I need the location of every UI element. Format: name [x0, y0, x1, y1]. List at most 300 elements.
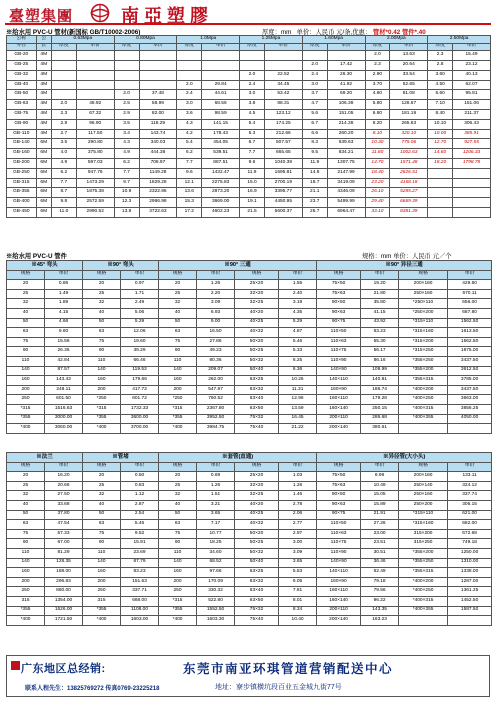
table-cell: 5285.27 — [390, 188, 428, 198]
footer-contact: 联系人程先生：13825769272 传真0769-23225218 — [25, 686, 160, 692]
table-cell: 11.31 — [279, 385, 317, 395]
table-cell: 140 — [7, 558, 45, 568]
fitting-subheader-cell: 单价 — [45, 270, 83, 280]
fitting-subheader-cell: 规格 — [7, 462, 45, 472]
table-cell — [428, 168, 453, 178]
table-cell: 90×63 — [317, 308, 361, 318]
table-cell: 90 — [7, 539, 45, 549]
table-cell: 4.5 — [240, 109, 265, 119]
pipe-header-cell: 2.50Mpa — [428, 36, 491, 44]
table-cell: 9.7 — [114, 178, 139, 188]
table-cell — [114, 80, 139, 90]
table-cell: *400 — [159, 424, 197, 434]
table-row — [7, 100, 491, 110]
table-cell: 16.20 — [45, 472, 83, 482]
table-cell: *315×160 — [399, 328, 448, 338]
table-cell: 3.09 — [197, 299, 235, 309]
table-cell: 6.7 — [240, 139, 265, 149]
table-cell: 0.83 — [121, 481, 159, 491]
table-cell: 62.49 — [361, 568, 399, 578]
fitting-group-header: ※法兰 — [7, 453, 83, 463]
table-cell: 3419.09 — [327, 178, 365, 188]
table-cell: *400×315 — [399, 596, 448, 606]
table-cell: 12.1 — [177, 178, 202, 188]
table-cell: 160 — [83, 568, 121, 578]
table-cell: *315 — [159, 596, 197, 606]
table-cell: 32 — [7, 299, 45, 309]
table-cell: GB-140 — [7, 139, 37, 149]
table-cell: 6.36 — [279, 366, 317, 376]
table-cell: 672.68 — [448, 529, 492, 539]
fitting-subheader-cell: 规格 — [83, 270, 121, 280]
table-cell: 834.21 — [327, 149, 365, 159]
table-cell: 50×32 — [235, 548, 279, 558]
table-cell: 1587.50 — [448, 606, 492, 616]
table-cell: 82.00 — [139, 109, 177, 119]
table-cell: 2.7 — [51, 129, 76, 139]
table-cell: *400×250 — [399, 395, 448, 405]
table-cell: 151.05 — [327, 109, 365, 119]
fitting-group-header: ※90° 弯头 — [83, 261, 159, 271]
table-cell: 21.5 — [240, 207, 265, 217]
table-cell: 32 — [159, 299, 197, 309]
table-cell: 211.37 — [453, 109, 491, 119]
table-cell: 143.35 — [361, 606, 399, 616]
table-cell: 3.0 — [302, 80, 327, 90]
table-cell: 3.6 — [177, 109, 202, 119]
table-cell: 0.69 — [197, 472, 235, 482]
table-cell: 160×140 — [317, 404, 361, 414]
table-row — [7, 207, 491, 217]
table-cell: 3.7 — [302, 90, 327, 100]
table-cell: 50 — [83, 318, 121, 328]
table-row — [7, 500, 492, 510]
table-cell: 41.15 — [361, 308, 399, 318]
table-cell — [453, 188, 491, 198]
table-cell: 250 — [7, 395, 45, 405]
pipe-header-cell: 公称 — [7, 36, 37, 44]
table-cell: 25 — [83, 289, 121, 299]
table-cell: 23.00 — [361, 529, 399, 539]
table-cell: 83.23 — [121, 568, 159, 578]
table-cell — [428, 198, 453, 208]
table-row — [7, 168, 491, 178]
table-cell: 5.4 — [177, 139, 202, 149]
table-cell: 2572.59 — [76, 198, 114, 208]
table-cell: *400×355 — [399, 606, 448, 616]
table-cell: 9.60 — [45, 328, 83, 338]
pipe-header-cell: 公 — [36, 36, 51, 44]
table-cell: 106.38 — [327, 100, 365, 110]
table-cell: 2.4 — [302, 70, 327, 80]
pipe-subheader-cell: 单价 — [76, 43, 114, 51]
table-cell: 90×50 — [317, 299, 361, 309]
table-cell — [399, 424, 448, 434]
table-cell: 110×50 — [317, 328, 361, 338]
table-cell: 1603.30 — [197, 616, 235, 626]
table-cell: 3.0 — [177, 100, 202, 110]
table-cell: 3.4 — [114, 129, 139, 139]
table-cell: 10.26 — [279, 376, 317, 386]
table-cell: 143.43 — [45, 376, 83, 386]
table-cell: 110×90 — [317, 356, 361, 366]
table-cell: 6M — [36, 198, 51, 208]
table-cell: 1.55 — [279, 280, 317, 290]
table-cell: 7.17 — [197, 520, 235, 530]
table-cell: 3984.75 — [197, 424, 235, 434]
table-cell: 63×40 — [235, 587, 279, 597]
table-cell: 63 — [7, 328, 45, 338]
table-cell: 2.5 — [114, 100, 139, 110]
table-cell: 110 — [7, 356, 45, 366]
footer-company: 东莞市南亚环琪管道营销配送中心 — [183, 661, 394, 676]
table-cell: 7.7 — [177, 158, 202, 168]
table-cell: 151.63 — [121, 577, 159, 587]
fitting-subheader-cell: 规格 — [399, 462, 448, 472]
table-cell: 63 — [83, 520, 121, 530]
table-cell: 75×32 — [235, 606, 279, 616]
table-cell: 250 — [159, 587, 197, 597]
pipe-price-table — [6, 35, 491, 218]
table-cell: 48.92 — [76, 100, 114, 110]
table-cell: 140 — [83, 366, 121, 376]
table-cell: *400 — [83, 424, 121, 434]
pipe-subheader-cell: 厚度 — [365, 43, 390, 51]
table-cell: *315×110 — [399, 318, 448, 328]
table-cell: 2990.52 — [76, 207, 114, 217]
table-row — [7, 491, 492, 501]
table-row — [7, 119, 491, 129]
pipe-header-cell: 1.25Mpa — [240, 36, 303, 44]
fitting-subheader-cell: 规格 — [83, 462, 121, 472]
table-cell: 3600.00 — [121, 414, 159, 424]
table-cell: 118.29 — [139, 119, 177, 129]
table-cell: *315 — [159, 404, 197, 414]
table-cell: 4.2 — [177, 129, 202, 139]
table-cell: 75×50 — [317, 472, 361, 482]
table-cell: 160×110 — [317, 395, 361, 405]
table-cell: 40.13 — [453, 70, 491, 80]
fitting-subheader-cell: 单价 — [197, 270, 235, 280]
table-cell — [76, 80, 114, 90]
table-cell: 14.70 — [365, 158, 390, 168]
table-cell: 3612.50 — [448, 366, 492, 376]
table-cell: 1473.29 — [76, 178, 114, 188]
table-cell: 25 — [159, 289, 197, 299]
table-cell: 4.50 — [428, 80, 453, 90]
table-cell: 2700.19 — [264, 178, 302, 188]
table-cell: 96.22 — [361, 596, 399, 606]
table-cell: 29.40 — [365, 198, 390, 208]
table-cell: 200×160 — [399, 280, 448, 290]
table-row — [7, 529, 492, 539]
table-cell: 2.20 — [197, 289, 235, 299]
table-cell: 8.10 — [365, 129, 390, 139]
table-cell: 665.65 — [264, 149, 302, 159]
table-cell: 49.23 — [197, 347, 235, 357]
table-cell: 110×63 — [317, 529, 361, 539]
table-cell: 15.49 — [453, 51, 491, 61]
table-cell: 5.29 — [279, 318, 317, 328]
table-cell — [76, 70, 114, 80]
table-cell — [399, 616, 448, 626]
table-cell: 33.54 — [390, 70, 428, 80]
table-row — [7, 539, 492, 549]
table-cell: 18.7 — [302, 178, 327, 188]
pipe-subheader-cell: 厚度 — [177, 43, 202, 51]
table-row — [7, 596, 492, 606]
table-cell: 8.01 — [279, 596, 317, 606]
table-cell: 23.12 — [453, 60, 491, 70]
table-cell: 128.67 — [390, 100, 428, 110]
table-cell: GB-250 — [7, 168, 37, 178]
table-cell: 2.0 — [302, 60, 327, 70]
table-row — [7, 558, 492, 568]
pipe-subheader-cell: 单价 — [202, 43, 240, 51]
table-cell: *400 — [7, 424, 45, 434]
table-cell: 13.6 — [177, 188, 202, 198]
table-cell: 8.3 — [302, 139, 327, 149]
table-cell: 80.36 — [197, 356, 235, 366]
table-cell: 385.91 — [453, 129, 491, 139]
table-cell: 20.64 — [390, 60, 428, 70]
table-cell: *250 — [159, 395, 197, 405]
table-cell: 2.0 — [51, 100, 76, 110]
table-cell: 2275.83 — [202, 178, 240, 188]
table-cell: *250 — [83, 395, 121, 405]
table-cell: 12.06 — [121, 328, 159, 338]
table-cell — [453, 178, 491, 188]
table-cell: 90×63 — [317, 500, 361, 510]
table-cell: 250×160 — [399, 289, 448, 299]
table-cell: 214.38 — [327, 119, 365, 129]
table-cell: 250×160 — [399, 491, 448, 501]
fitting-group-header: ※管堵 — [83, 453, 159, 463]
table-row — [7, 520, 492, 530]
table-cell — [453, 207, 491, 217]
table-cell: GB-20 — [7, 51, 37, 61]
table-cell: 880.00 — [45, 587, 83, 597]
table-cell — [428, 207, 453, 217]
table-cell: 50 — [7, 510, 45, 520]
table-cell: 160 — [83, 376, 121, 386]
table-cell: 32 — [7, 491, 45, 501]
table-cell: 3700.00 — [121, 424, 159, 434]
table-cell — [139, 51, 177, 61]
table-cell: 1.89 — [45, 299, 83, 309]
table-cell: 19.60 — [121, 337, 159, 347]
table-cell: 98.59 — [202, 109, 240, 119]
fitting-subheader-cell: 规格 — [317, 462, 361, 472]
table-cell — [240, 60, 265, 70]
table-cell: 324.12 — [448, 481, 492, 491]
fitting-subheader-cell: 规格 — [159, 462, 197, 472]
table-cell: 53.42 — [264, 90, 302, 100]
table-cell: 9.00 — [197, 318, 235, 328]
table-cell: 170.09 — [197, 577, 235, 587]
table-cell — [114, 70, 139, 80]
table-cell: 151.06 — [453, 100, 491, 110]
table-row — [7, 80, 491, 90]
table-cell: 4M — [36, 119, 51, 129]
table-cell: 1.49 — [45, 289, 83, 299]
table-cell: 200 — [7, 385, 45, 395]
table-cell: 5.60 — [428, 90, 453, 100]
table-cell: 380.61 — [361, 424, 399, 434]
table-cell — [177, 60, 202, 70]
pipe-subheader-cell: 单价 — [139, 43, 177, 51]
table-cell: 143.74 — [139, 129, 177, 139]
table-cell: 16.50 — [197, 328, 235, 338]
table-cell: 62.07 — [453, 80, 491, 90]
table-cell: 5499.99 — [327, 198, 365, 208]
table-cell: 14.60 — [428, 149, 453, 159]
table-cell: 63×50 — [235, 596, 279, 606]
table-cell: *400×355 — [399, 414, 448, 424]
table-cell: 75×63 — [317, 289, 361, 299]
pipe-subheader-cell: 单价 — [264, 43, 302, 51]
table-cell: 2367.80 — [197, 404, 235, 414]
table-cell: GB-63 — [7, 100, 37, 110]
table-cell: 2626.51 — [390, 168, 428, 178]
table-row — [7, 404, 492, 414]
table-row — [7, 188, 491, 198]
table-cell: 20 — [83, 472, 121, 482]
footer-region: 广东地区总经销: — [21, 663, 106, 675]
pipe-subheader-cell: 外径 — [7, 43, 37, 51]
table-cell: 90×50 — [317, 491, 361, 501]
table-cell: 6.6 — [302, 129, 327, 139]
table-row — [7, 606, 492, 616]
table-cell: 57.33 — [45, 529, 83, 539]
table-cell: 37.80 — [45, 510, 83, 520]
section-pipes-title: ※给水用 PVC-U 管材(新国标 GB/T10002-2006) — [6, 29, 141, 36]
distributor-footer — [6, 655, 490, 697]
fittings-table-flanges-reducers — [6, 452, 492, 626]
table-cell: 1875.00 — [448, 347, 492, 357]
formosa-plastics-logo-icon — [87, 3, 113, 23]
table-cell: 40×32 — [235, 520, 279, 530]
table-cell: 40×20 — [235, 500, 279, 510]
table-cell: 6M — [36, 178, 51, 188]
table-cell: 110×75 — [317, 347, 361, 357]
table-cell: 507.57 — [264, 139, 302, 149]
table-cell: 2.3 — [365, 60, 390, 70]
table-cell: 3.65 — [197, 510, 235, 520]
table-cell: 1721.50 — [45, 616, 83, 626]
table-cell: 2.9 — [114, 109, 139, 119]
table-cell: 6964.47 — [327, 207, 365, 217]
table-cell: 250×200 — [399, 500, 448, 510]
table-cell: 21.1 — [302, 188, 327, 198]
table-cell: 1552.50 — [197, 606, 235, 616]
table-row — [7, 139, 491, 149]
table-cell: 5.46 — [121, 520, 159, 530]
table-cell: 320.10 — [390, 129, 428, 139]
table-cell: 15.91 — [121, 539, 159, 549]
table-cell: 306.43 — [453, 119, 491, 129]
table-cell: 20.66 — [45, 481, 83, 491]
table-cell: 50×25 — [235, 539, 279, 549]
table-cell: 15.89 — [361, 500, 399, 510]
table-cell: 110×90 — [317, 548, 361, 558]
table-cell: 1.12 — [121, 491, 159, 501]
table-cell: 40 — [7, 308, 45, 318]
table-cell — [76, 90, 114, 100]
fitting-subheader-cell: 规格 — [235, 270, 279, 280]
table-cell: 6.05 — [279, 577, 317, 587]
table-cell: 43.92 — [361, 318, 399, 328]
table-cell: 5.53 — [279, 568, 317, 578]
table-row — [7, 337, 492, 347]
table-cell: *355×200 — [399, 548, 448, 558]
table-cell: 1307.75 — [327, 158, 365, 168]
table-cell: 337.74 — [448, 491, 492, 501]
table-cell: 2.8 — [428, 60, 453, 70]
table-row — [7, 424, 492, 434]
table-cell: 539.51 — [202, 149, 240, 159]
table-cell: 5.33 — [279, 347, 317, 357]
table-cell: GB-90 — [7, 119, 37, 129]
table-cell: 10.40 — [279, 616, 317, 626]
table-cell: 8.34 — [279, 606, 317, 616]
table-row — [7, 70, 491, 80]
table-cell: 200 — [7, 577, 45, 587]
table-row — [7, 616, 492, 626]
table-row — [7, 366, 492, 376]
table-cell: 50 — [83, 510, 121, 520]
table-cell: 2.49 — [121, 299, 159, 309]
table-cell: 63 — [159, 520, 197, 530]
table-cell: 75×50 — [317, 280, 361, 290]
pipe-subheader-cell: 厚度 — [302, 43, 327, 51]
table-cell: 250 — [83, 587, 121, 597]
table-cell: 1516.63 — [45, 404, 83, 414]
table-cell: 2966.98 — [139, 198, 177, 208]
table-cell: 10.9 — [114, 188, 139, 198]
table-cell: *400×315 — [399, 404, 448, 414]
table-cell: 4M — [36, 60, 51, 70]
table-cell: 181.19 — [390, 109, 428, 119]
table-cell: 160×90 — [317, 577, 361, 587]
table-cell: *355×250 — [399, 558, 448, 568]
table-cell: 286.68 — [361, 414, 399, 424]
table-cell: 20 — [159, 280, 197, 290]
table-cell: 200×160 — [399, 472, 448, 482]
table-cell: 32×20 — [235, 481, 279, 491]
table-cell: 947.76 — [76, 168, 114, 178]
table-cell: 3.09 — [279, 548, 317, 558]
table-cell: 30.51 — [361, 548, 399, 558]
table-cell: 32 — [159, 491, 197, 501]
table-row — [7, 376, 492, 386]
table-cell: 9.52 — [121, 529, 159, 539]
table-cell: 5.80 — [365, 100, 390, 110]
table-cell — [240, 51, 265, 61]
table-cell: 1571.48 — [390, 158, 428, 168]
fitting-subheader-cell: 规格 — [159, 270, 197, 280]
table-cell: 4M — [36, 100, 51, 110]
table-cell: 34.60 — [197, 548, 235, 558]
table-cell: 160 — [159, 568, 197, 578]
table-cell: 315×250 — [399, 539, 448, 549]
table-cell: 68.56 — [202, 100, 240, 110]
table-cell: 67.32 — [76, 109, 114, 119]
table-cell: 37.48 — [139, 90, 177, 100]
table-cell: 75×32 — [235, 414, 279, 424]
fitting-subheader-cell: 规格 — [235, 462, 279, 472]
table-cell — [202, 70, 240, 80]
